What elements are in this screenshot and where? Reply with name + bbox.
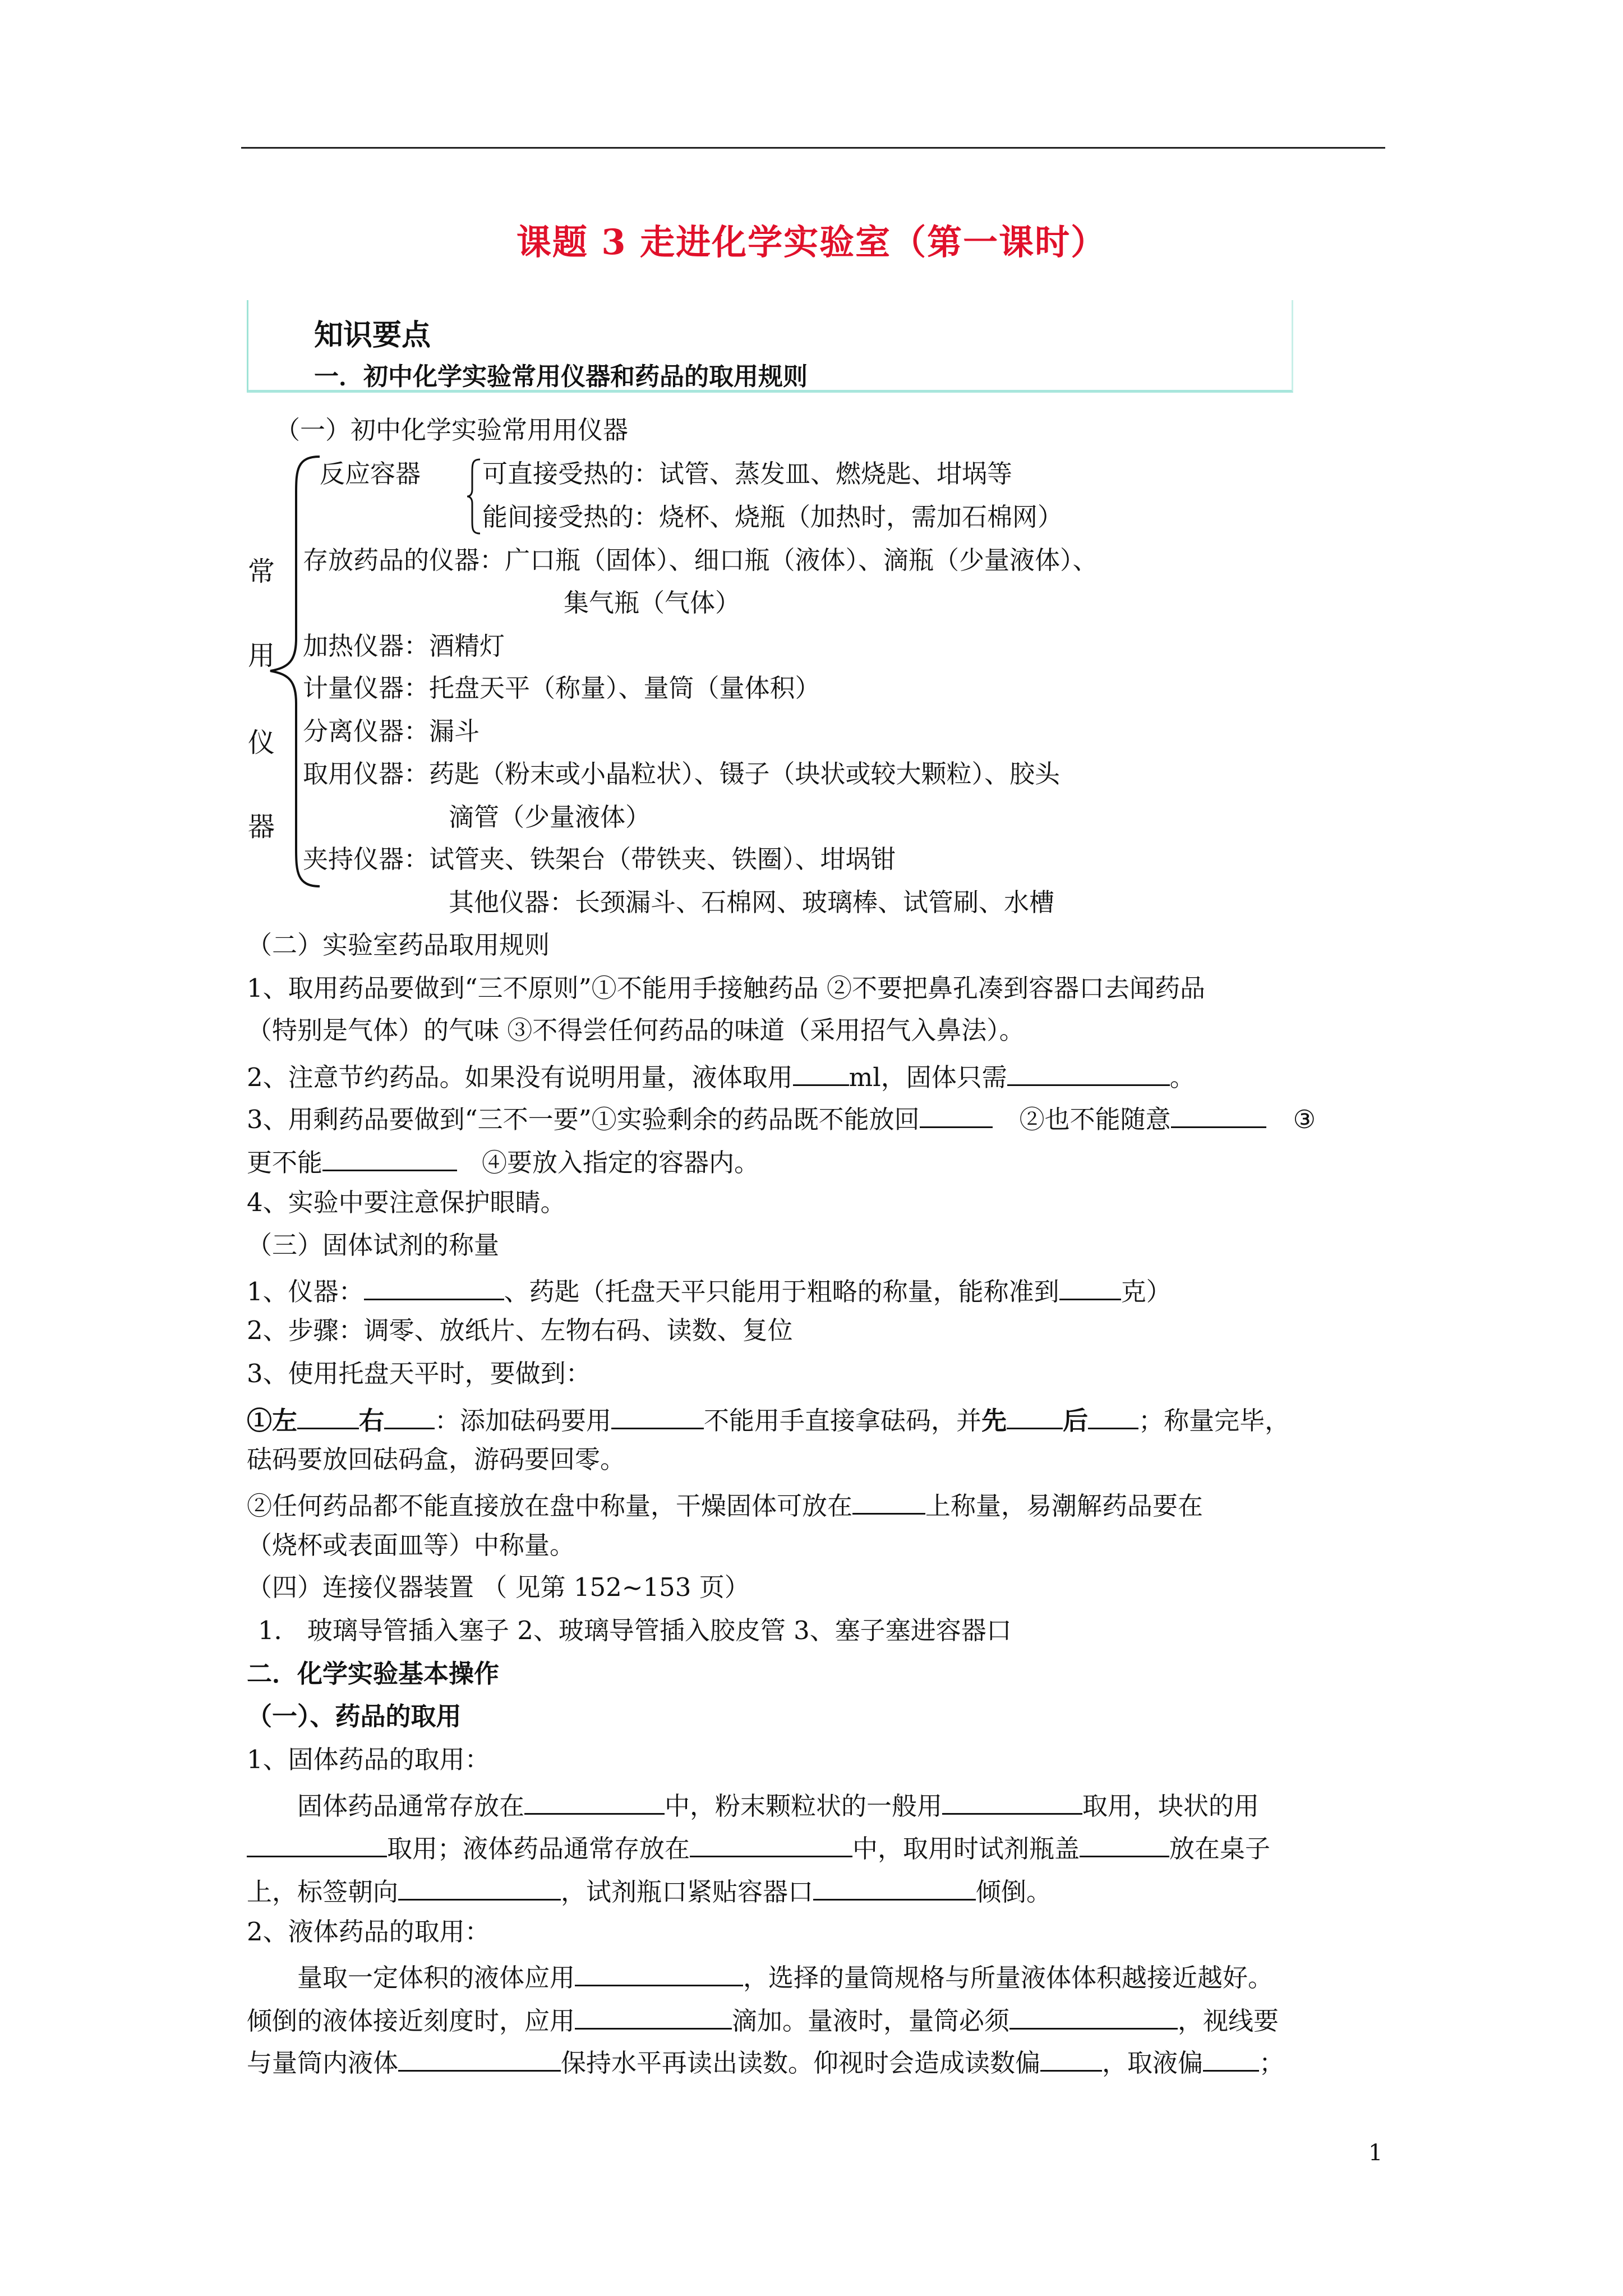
- fill-blank[interactable]: [364, 1273, 504, 1300]
- fill-blank[interactable]: [1009, 2003, 1178, 2030]
- rule-1: 1、取用药品要做到“三不原则”①不能用手接触药品 ②不要把鼻孔凑到容器口去闻药品: [247, 973, 1205, 1003]
- vertical-label-char: 用: [248, 640, 275, 671]
- fill-blank[interactable]: [384, 1402, 435, 1429]
- liquid-line-1: 量取一定体积的液体应用 ，选择的量筒规格与所量液体体积越接近越好。: [297, 1959, 1273, 1993]
- fill-blank[interactable]: [942, 1788, 1082, 1815]
- solid-line-1: 固体药品通常存放在 中，粉末颗粒状的一般用 取用，块状的用: [297, 1788, 1259, 1821]
- rule-2: 2、注意节约药品。如果没有说明用量，液体取用 ml，固体只需 。: [247, 1059, 1195, 1093]
- fill-blank[interactable]: [813, 1874, 976, 1901]
- liquid-line-3: 与量筒内液体 保持水平再读出读数。仰视时会造成读数偏 ，取液偏 ；: [247, 2045, 1284, 2078]
- section3-heading: （三）固体试剂的称量: [247, 1230, 500, 1260]
- fill-blank[interactable]: [690, 1830, 852, 1857]
- reaction-direct-heat: 可直接受热的：试管、蒸发皿、燃烧匙、坩埚等: [482, 459, 1013, 489]
- vertical-label-char: 常: [248, 556, 275, 587]
- fill-blank[interactable]: [1088, 1402, 1138, 1429]
- solid-title: 1、固体药品的取用：: [247, 1745, 490, 1774]
- page-number: 1: [1368, 2140, 1383, 2166]
- fill-blank[interactable]: [247, 1830, 387, 1857]
- header-rule: [241, 147, 1385, 149]
- fill-blank[interactable]: [852, 1488, 925, 1515]
- heating-instruments: 加热仪器：酒精灯: [303, 631, 505, 661]
- taking-instruments-cont: 滴管（少量液体）: [449, 802, 651, 832]
- fill-blank[interactable]: [1080, 1830, 1169, 1857]
- section1-heading: （一）初中化学实验常用用仪器: [275, 415, 629, 445]
- rule-4: 4、实验中要注意保护眼睛。: [247, 1188, 566, 1217]
- part2-heading: 二．化学实验基本操作: [247, 1659, 500, 1688]
- fill-blank[interactable]: [1171, 1101, 1266, 1128]
- fill-blank[interactable]: [1007, 1402, 1063, 1429]
- knowledge-subheading: 一．初中化学实验常用仪器和药品的取用规则: [314, 362, 808, 391]
- fill-blank[interactable]: [1059, 1273, 1121, 1300]
- fill-blank[interactable]: [1203, 2045, 1259, 2072]
- liquid-title: 2、液体药品的取用：: [247, 1917, 490, 1947]
- fill-blank[interactable]: [793, 1059, 849, 1086]
- fill-blank[interactable]: [575, 1959, 743, 1986]
- weighing-rule-2-cont: （烧杯或表面皿等）中称量。: [247, 1530, 575, 1560]
- vertical-label-char: 仪: [248, 727, 275, 758]
- weighing-steps: 2、步骤：调零、放纸片、左物右码、读数、复位: [247, 1315, 793, 1345]
- vertical-label-char: 器: [248, 811, 275, 843]
- solid-line-3: 上，标签朝向 ，试剂瓶口紧贴容器口 倾倒。: [247, 1874, 1052, 1907]
- reaction-container-label: 反应容器: [320, 459, 421, 489]
- fill-blank[interactable]: [920, 1101, 993, 1128]
- fill-blank[interactable]: [398, 1874, 561, 1901]
- section2-heading: （二）实验室药品取用规则: [247, 930, 550, 960]
- rule-1-cont: （特别是气体）的气味 ③不得尝任何药品的味道（采用招气入鼻法）。: [247, 1015, 1025, 1045]
- liquid-line-2: 倾倒的液体接近刻度时，应用 滴加。量液时，量筒必须 ，视线要: [247, 2003, 1279, 2036]
- fill-blank[interactable]: [1040, 2045, 1102, 2072]
- storage-instruments-cont: 集气瓶（气体）: [564, 588, 741, 618]
- fill-blank[interactable]: [322, 1144, 457, 1171]
- page-title: 课题 3 走进化学实验室（第一课时）: [516, 222, 1107, 263]
- fill-blank[interactable]: [398, 2045, 561, 2072]
- weighing-rule-1: ①左 右 ：添加砝码要用 不能用手直接拿砝码，并先 后 ；称量完毕，: [247, 1402, 1290, 1436]
- fill-blank[interactable]: [575, 2003, 732, 2030]
- solid-line-2: 取用；液体药品通常存放在 中，取用时试剂瓶盖 放在桌子: [247, 1830, 1270, 1864]
- fill-blank[interactable]: [1007, 1059, 1170, 1086]
- weighing-instruments: 1、仪器： 、药匙（托盘天平只能用于粗略的称量，能称准到 克）: [247, 1273, 1172, 1307]
- fill-blank[interactable]: [524, 1788, 665, 1815]
- weighing-rule-1-cont: 砝码要放回砝码盒，游码要回零。: [247, 1444, 626, 1474]
- section4-heading: （四）连接仪器装置 （ 见第 152~153 页）: [247, 1572, 750, 1602]
- weighing-usage: 3、使用托盘天平时，要做到：: [247, 1359, 591, 1388]
- section4-content: 1． 玻璃导管插入塞子 2、玻璃导管插入胶皮管 3、塞子塞进容器口: [258, 1616, 1012, 1645]
- knowledge-heading: 知识要点: [314, 319, 431, 352]
- fill-blank[interactable]: [611, 1402, 704, 1429]
- separation-instruments: 分离仪器：漏斗: [303, 716, 480, 746]
- measuring-instruments: 计量仪器：托盘天平（称量）、量筒（量体积）: [303, 673, 820, 703]
- taking-instruments: 取用仪器：药匙（粉末或小晶粒状）、镊子（块状或较大颗粒）、胶头: [303, 759, 1061, 789]
- rule-3: 3、用剩药品要做到“三不一要”①实验剩余的药品既不能放回 ②也不能随意 ③: [247, 1101, 1316, 1135]
- reaction-indirect-heat: 能间接受热的：烧杯、烧瓶（加热时，需加石棉网）: [482, 502, 1063, 532]
- part2-sub-heading: （一）、药品的取用: [247, 1701, 462, 1731]
- weighing-rule-2: ②任何药品都不能直接放在盘中称量，干燥固体可放在 上称量，易潮解药品要在: [247, 1488, 1203, 1521]
- holding-instruments: 夹持仪器：试管夹、铁架台（带铁夹、铁圈）、坩埚钳: [303, 844, 896, 874]
- storage-instruments: 存放药品的仪器：广口瓶（固体）、细口瓶（液体）、滴瓶（少量液体）、: [303, 545, 1098, 575]
- rule-3-cont: 更不能 ④要放入指定的容器内。: [247, 1144, 759, 1178]
- fill-blank[interactable]: [297, 1402, 359, 1429]
- other-instruments: 其他仪器：长颈漏斗、石棉网、玻璃棒、试管刷、水槽: [449, 887, 1055, 917]
- small-brace-icon: [465, 457, 482, 536]
